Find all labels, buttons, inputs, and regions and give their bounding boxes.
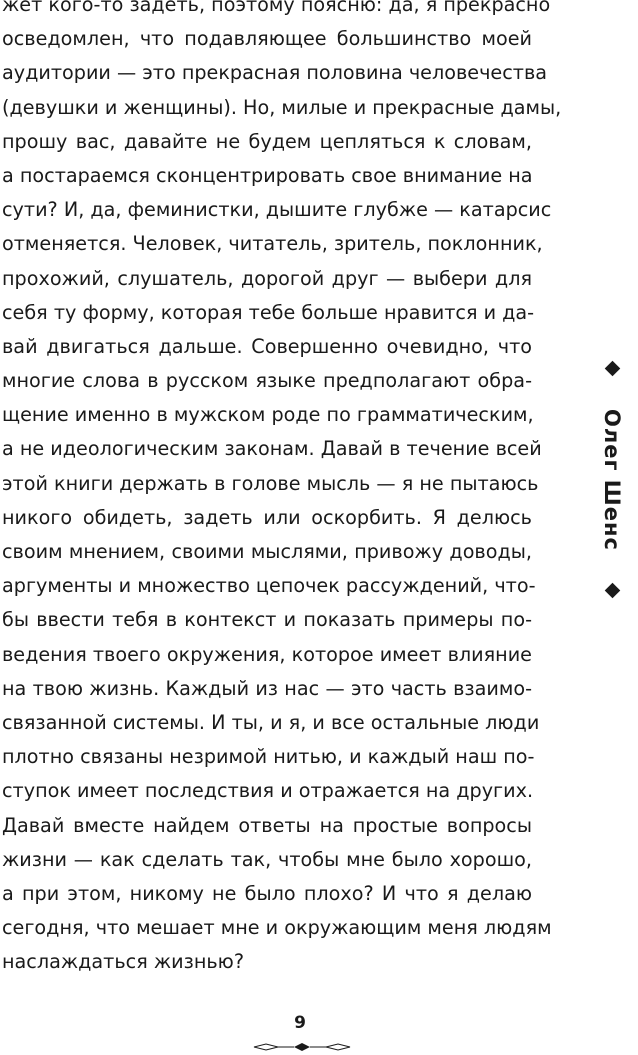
text-line: (девушки и женщины). Но, милые и прекрасные дамы, [2,95,562,119]
text-line: жизни — как сделать так, чтобы мне было хорошо, [2,847,532,871]
main-text [2,0,562,979]
text-line: сегодня, что мешает мне и окружающим меня людям [2,916,552,940]
diamond-icon [605,361,621,377]
text-line: своим мнением, своими мыслями, привожу доводы, [2,540,532,563]
ornament-icon [252,1042,352,1052]
text-line: жет кого-то задеть, поэтому поясню: да, я прекрасно [2,0,551,16]
text-line: на твою жизнь. Каждый из нас — это часть взаимо- [2,676,532,700]
text-line: многие слова в русском языке предполагают обра- [2,369,532,393]
text-line: щение именно в мужском роде по грамматическим, [2,403,534,427]
text-line: аргументы и множество цепочек рассуждений, что- [2,574,536,598]
text-line: вай двигаться дальше. Совершенно очевидно, что [2,334,532,358]
text-line: прохожий, слушатель, дорогой друг — выбери для [2,266,532,290]
text-line: никого обидеть, задеть или оскорбить. Я делюсь [2,505,532,529]
text-line: бы ввести тебя в контекст и показать примеры по- [2,608,532,632]
text-line: связанной системы. И ты, и я, и все остальные люди [2,710,540,734]
text-line: ведения твоего окружения, которое имеет влияние [2,642,532,666]
text-line: Давай вместе найдем ответы на простые вопросы [2,813,532,837]
text-line: а постараемся сконцентрировать свое внимание на [2,163,533,187]
author-name: Олег Шенс [600,409,624,551]
text-line: прошу вас, давайте не будем цепляться к словам, [2,129,532,153]
author-sidebar [596,355,636,605]
text-line: осведомлен, что подавляющее большинство моей [2,27,532,51]
diamond-icon [605,583,621,599]
text-line: ступок имеет последствия и отражается на других. [2,779,534,803]
text-line: наслаждаться жизнью? [2,950,245,974]
text-line: себя ту форму, которая тебе больше нравится и да- [2,300,535,324]
text-line: сути? И, да, феминистки, дышите глубже — катарсис [2,198,552,222]
page-number: 9 [294,1013,306,1033]
text-line: а не идеологическим законам. Давай в течение всей [2,437,542,461]
text-line: плотно связаны незримой нитью, и каждый наш по- [2,745,535,769]
text-line: отменяется. Человек, читатель, зритель, поклонник, [2,232,543,256]
text-line: этой книги держать в голове мысль — я не пытаюсь [2,471,539,495]
text-line: а при этом, никому не было плохо? И что я делаю [2,881,532,905]
text-line: аудитории — это прекрасная половина человечества [2,61,548,85]
